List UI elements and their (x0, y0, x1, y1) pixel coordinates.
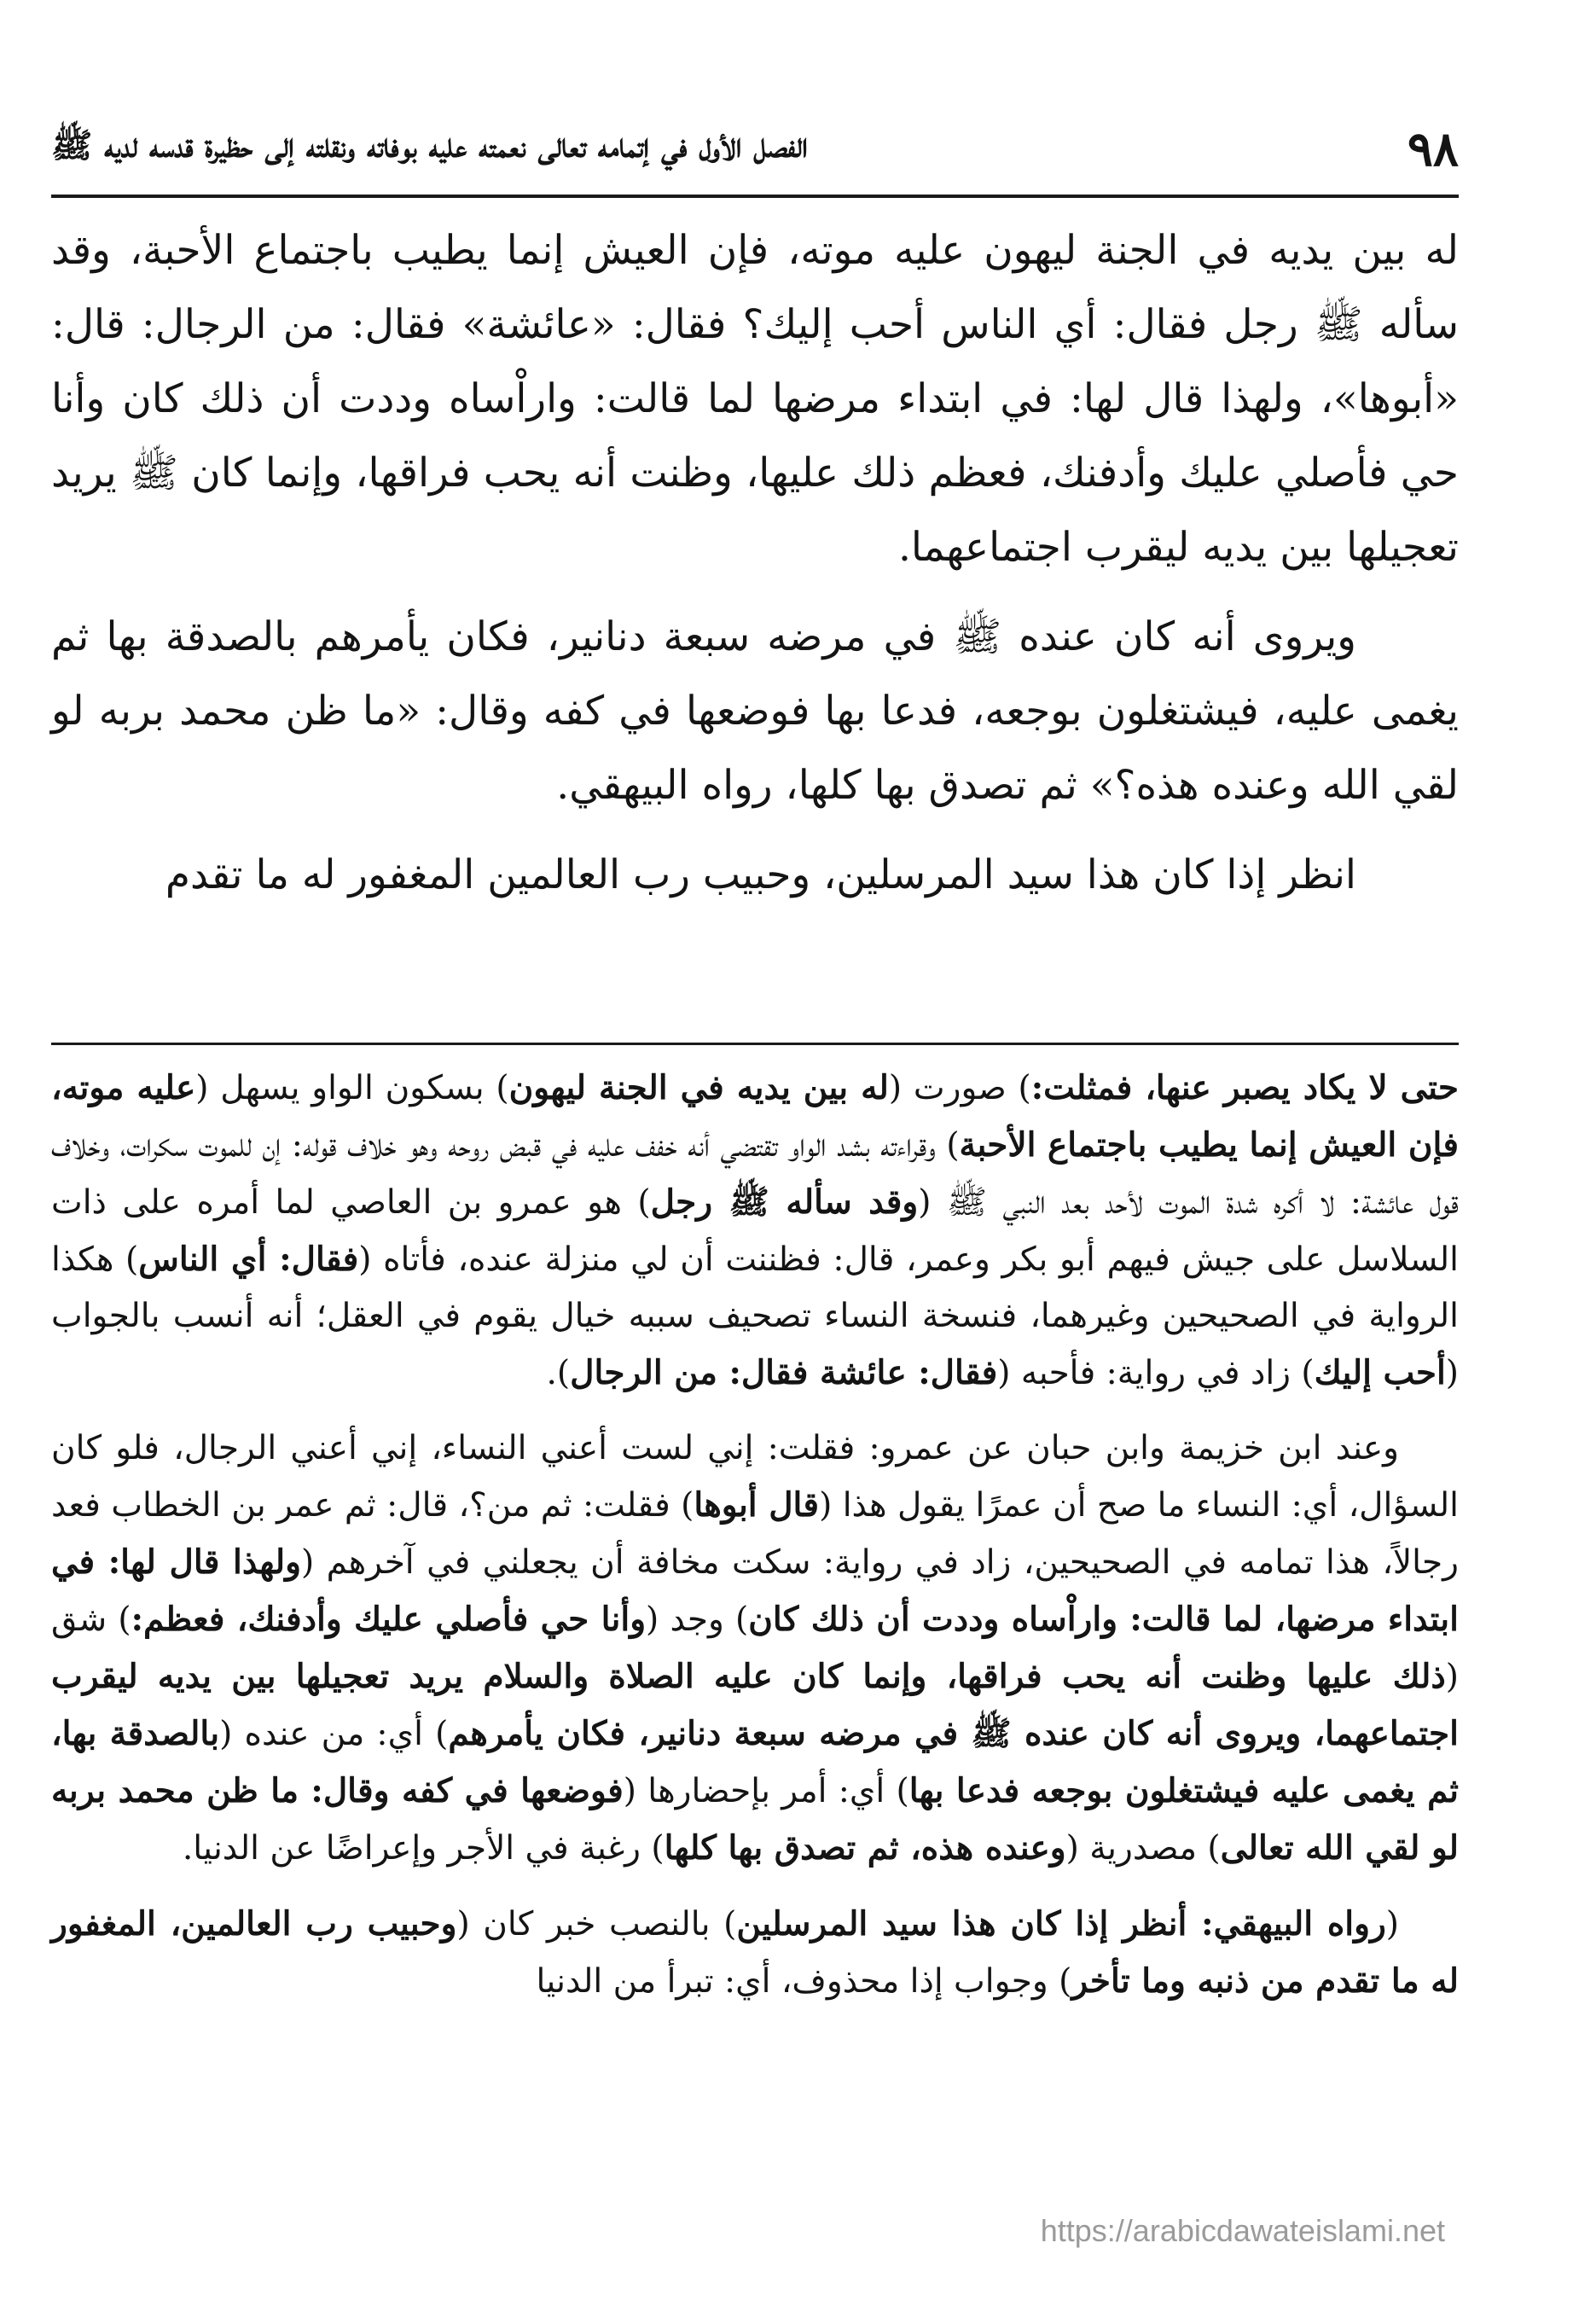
quoted-text: وحبيب رب العالمين، المغفور له ما تقدم من ذنبه وما تأخر (51, 1904, 1459, 2001)
commentary-text: ) بسكون الواو يسهل ( (195, 1069, 509, 1107)
commentary-text: ) مصدرية ( (1065, 1829, 1221, 1868)
commentary-text: ) أي: من عنده ( (219, 1715, 449, 1753)
commentary-text: ) فقلت: ثم من؟، قال: ثم عمر بن الخطاب فعد رجالاً، هذا تمامه في الصحيحين، زاد في رواية: سكت مخافة أن يجعلني في آخرهم ( (51, 1486, 1459, 1582)
quoted-text: حتى لا يكاد يصبر عنها، فمثلت: (1030, 1068, 1460, 1107)
header-rule (51, 195, 1459, 198)
main-paragraph: ويروى أنه كان عنده ﷺ في مرضه سبعة دنانير، فكان يأمرهم بالصدقة بها ثم يغمى عليه، فيشتغلون بوجعه، فدعا بها فوضعها في كفه وقال: «ما ظن محمد بربه لو لقي الله وعنده هذه؟» ثم تصدق بها كلها، رواه البيهقي. (51, 613, 1459, 809)
commentary-paragraph (51, 1060, 1459, 1402)
commentary-text: ) شق ( (51, 1601, 1459, 1696)
commentary-text: ) هو عمرو بن العاصي لما أمره على ذات السلاسل على جيش فيهم أبو بكر وعمر، قال: فظننت أن لي منزلة عنده، فأتاه ( (51, 1183, 1459, 1279)
commentary-text: ) رغبة في الأجر وإعراضًا عن الدنيا. (182, 1829, 665, 1868)
quoted-text: وعنده هذه، ثم تصدق بها كلها (664, 1828, 1066, 1868)
commentary-text: ) زاد في رواية: فأحبه ( (997, 1354, 1315, 1392)
quoted-text: وقد سأله ﷺ رجل (650, 1182, 919, 1222)
quoted-text: فوضعها في كفه وقال: ما ظن محمد بربه لو لقي الله تعالى (51, 1771, 1459, 1868)
main-text (51, 213, 1459, 927)
commentary-text: وعند ابن خزيمة وابن حبان عن عمرو: فقلت: إني لست أعني النساء، إني أعني الرجال، فلو كان السؤال، أي: النساء ما صح أن عمرًا يقول هذا ( (51, 1429, 1459, 1525)
footnote-divider (51, 1043, 1459, 1045)
quoted-text: فقال: عائشة فقال: من الرجال (570, 1353, 998, 1392)
commentary-text: ) وقراءته بشد الواو تقتضي أنه خفف عليه في قبض روحه وهو خلاف قوله: إن للموت سكرات، وخلاف قول عائشة: لا أكره شدة الموت لأحد بعد النبي ﷺ ( (51, 1126, 1459, 1222)
quoted-text: عليه موته، فإن العيش إنما يطيب باجتماع الأحبة (51, 1068, 1459, 1165)
commentary-text: ) صورت ( (888, 1069, 1031, 1107)
quoted-text: ولهذا قال لها: في ابتداء مرضها، لما قالت: واراْساه وددت أن ذلك كان (51, 1543, 1459, 1639)
main-paragraph: له بين يديه في الجنة ليهون عليه موته، فإن العيش إنما يطيب باجتماع الأحبة، وقد سأله ﷺ رجل فقال: أي الناس أحب إليك؟ فقال: «عائشة» فقال: من الرجال: قال: «أبوها»، ولهذا قال لها: في ابتداء مرضها لما قالت: واراْساه وددت أن ذلك كان وأنا حي فأصلي عليك وأدفنك، فعظم ذلك عليها، وظنت أنه يحب فراقها، وإنما كان ﷺ يريد تعجيلها بين يديه ليقرب اجتماعهما. (51, 227, 1459, 571)
quoted-text: رواه البيهقي: أنظر إذا كان هذا سيد المرسلين (736, 1904, 1386, 1943)
commentary-text: ( (1385, 1905, 1400, 1943)
commentary-text: ) وجواب إذا محذوف، أي: تبرأ من الدنيا (536, 1962, 1072, 2001)
page-number: ٩٨ (1407, 121, 1459, 177)
quoted-text: قال أبوها (694, 1485, 820, 1525)
main-paragraph: انظر إذا كان هذا سيد المرسلين، وحبيب رب العالمين المغفور له ما تقدم (165, 851, 1356, 898)
quoted-text: أحب إليك (1314, 1353, 1446, 1392)
quoted-text: ذلك عليها وظنت أنه يحب فراقها، وإنما كان عليه الصلاة والسلام يريد تعجيلها بين يديه ليقرب اجتماعهما، ويروى أنه كان عنده ﷺ في مرضه سبعة دنانير، فكان يأمرهم (51, 1657, 1460, 1753)
quoted-text: بالصدقة بها، ثم يغمى عليه فيشتغلون بوجعه فدعا بها (51, 1714, 1459, 1810)
chapter-title: الفصل الأول في إتمامه تعالى نعمته عليه بوفاته ونقلته إلى حظيرة قدسه لديه ﷺ (51, 125, 808, 166)
watermark-url: https://arabicdawateislami.net (1040, 2213, 1445, 2248)
quoted-text: له بين يديه في الجنة ليهون (508, 1068, 889, 1107)
running-header (51, 111, 1459, 188)
quoted-text: فقال: أي الناس (138, 1240, 359, 1279)
commentary-text: ) هكذا الرواية في الصحيحين وغيرهما، فنسخة النساء تصحيف سببه خيال يقوم في العقل؛ أنه أنسب بالجواب ( (51, 1240, 1459, 1392)
book-page (51, 94, 1459, 2278)
commentary (51, 1060, 1459, 2029)
quoted-text: وأنا حي فأصلي عليك وأدفنك، فعظم: (131, 1600, 647, 1639)
commentary-text: ) أي: أمر بإحضارها ( (623, 1772, 909, 1810)
commentary-paragraph (51, 1896, 1459, 2010)
commentary-paragraph (51, 1421, 1459, 1877)
commentary-text: ) وجد ( (646, 1601, 749, 1639)
commentary-text: ) بالنصب خبر كان ( (456, 1905, 737, 1943)
commentary-text: ). (546, 1354, 571, 1392)
